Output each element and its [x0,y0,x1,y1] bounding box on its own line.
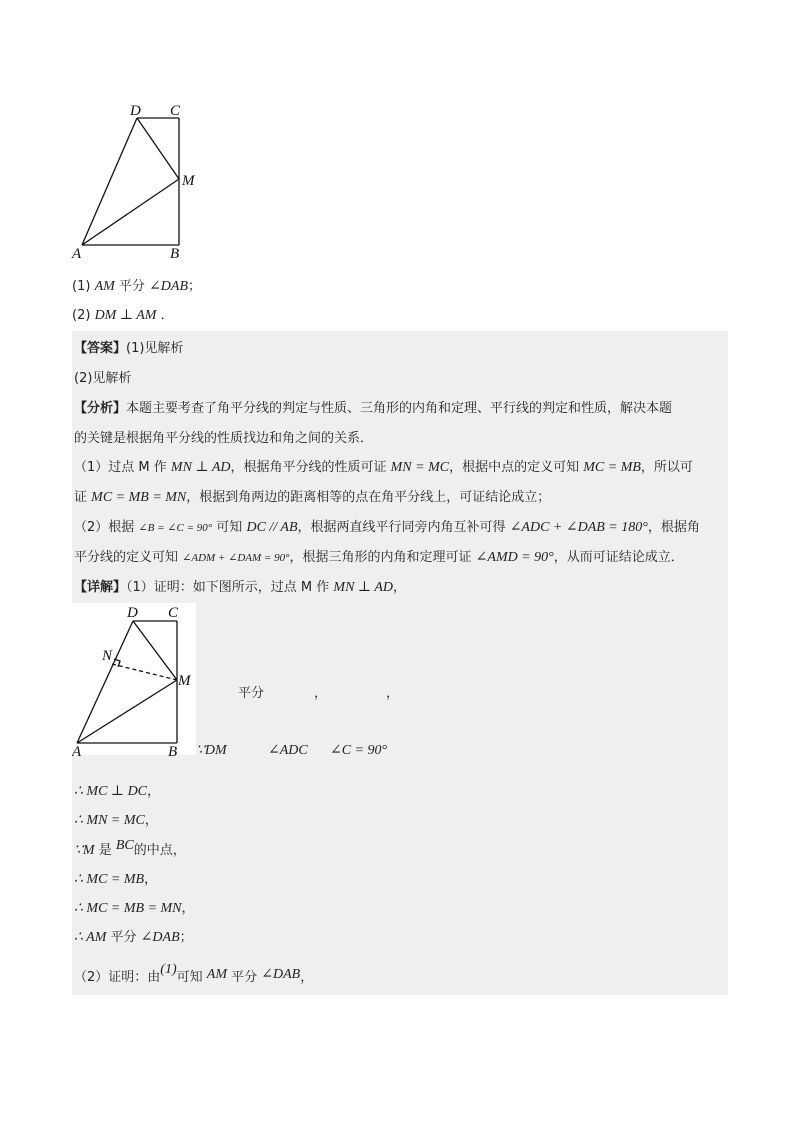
analysis-p2-expr-3: ∠ADC + ∠DAB = 180° [509,520,648,535]
step6-pre: ∴ AM [74,930,107,945]
q2-number: (2) [72,308,91,323]
answer-line-2 [74,367,131,386]
part2-angle: ∠DAB [261,967,301,982]
step4-end: ， [144,872,158,887]
analysis-line-1 [74,397,672,416]
step3-end: 的中点， [133,843,186,858]
analysis-p1b-expr: MC = MB = MN [91,490,187,505]
q2-end: ． [160,308,174,323]
label-d-2: D [127,605,138,621]
analysis-p1-line-1 [74,456,693,476]
detail-part-2 [74,962,314,986]
part2-pre: （2）证明：由 [74,970,161,985]
step4-expr: ∴ MC = MB [74,872,145,887]
analysis-p1-expr-3: MC = MB [583,460,641,475]
label-c: C [170,103,181,119]
analysis-p2-end: ，根据角 [647,520,700,535]
analysis-p2-line-1 [74,516,700,536]
detail-step-5 [74,897,195,917]
detail-step-1 [74,780,160,800]
detail-intro: （1）证明：如下图所示，过点 M 作 [126,580,330,595]
step1-end: ， [147,784,161,799]
step6-mid: 平分 [110,930,137,945]
part2-ref: (1) [160,962,177,977]
analysis-p1-line-2 [74,486,550,506]
step3-bc: BC [115,838,134,853]
analysis-p2b-pre: 平分线的定义可知 [74,550,179,565]
answer-line-1 [74,337,183,356]
step6-angle: ∠DAB [140,930,180,945]
question-1 [72,275,201,295]
answer-1: (1)见解析 [126,341,184,356]
detail-because-dm: ∵DM [196,743,227,758]
q1-angle: ∠DAB [149,279,189,294]
answer-tag: 【答案】 [74,341,127,356]
step1-expr: ∴ MC ⊥ DC [74,784,148,799]
label-m: M [182,173,195,189]
detail-step-4 [74,868,157,888]
analysis-tag: 【分析】 [74,401,127,416]
analysis-p2-mid-1: 可知 [216,520,243,535]
detail-frag-comma-2: ， [386,686,400,701]
q2-expr: DM ⊥ AM [94,308,157,323]
part2-end: ， [300,970,314,985]
analysis-p2b-expr-2: ∠AMD = 90° [475,550,554,565]
analysis-p2-expr-1: ∠B = ∠C = 90° [138,522,213,534]
part2-text: 平分 [231,970,258,985]
analysis-p1-expr-1: MN ⊥ AD [170,460,231,475]
analysis-p2-line-2 [74,546,684,566]
label-b: B [170,246,180,262]
label-a: A [72,246,82,262]
q1-text: 平分 [118,279,145,294]
detail-tag: 【详解】 [74,580,127,595]
analysis-p1-expr-2: MN = MC [390,460,450,475]
step5-expr: ∴ MC = MB = MN [74,901,182,916]
figure2-lines [77,621,177,743]
step3-mid: 是 [98,843,112,858]
step3-pre: ∵M [74,843,95,858]
label-b-2: B [168,744,178,760]
analysis-p1b-end: ，根据到角两边的距离相等的点在角平分线上，可证结论成立； [186,490,551,505]
analysis-line-2 [74,427,373,446]
q1-expr: AM [94,279,115,294]
detail-frag-comma-1: ， [314,686,328,701]
step6-end: ； [179,930,193,945]
detail-step-6 [74,926,193,946]
analysis-p2-mid-2: ，根据两直线平行同旁内角互补可得 [297,520,506,535]
q1-end: ； [188,279,202,294]
question-2 [72,304,174,324]
label-d: D [130,103,141,119]
figure1-lines [82,118,179,245]
analysis-p2-pre: （2）根据 [74,520,135,535]
label-m-2: M [178,673,191,689]
part2-am: AM [206,967,227,982]
label-c-2: C [168,605,179,621]
detail-step-3 [74,839,186,859]
analysis-text-2: 的关键是根据角平分线的性质找边和角之间的关系． [74,431,374,446]
detail-angle-adc: ∠ADC [268,743,308,758]
analysis-p2b-expr-1: ∠ADM + ∠DAM = 90° [182,552,290,564]
analysis-p2b-end: ，从而可证结论成立． [553,550,684,565]
label-a-2: A [72,744,82,760]
detail-angle-c: ∠C = 90° [330,743,388,758]
analysis-p2b-mid: ，根据三角形的内角和定理可证 [289,550,472,565]
analysis-p1-end: ，所以可 [640,460,693,475]
detail-intro-line [74,576,406,596]
detail-step-2 [74,809,158,829]
figure-trapezoid-2 [72,600,202,760]
detail-frag-pingfen: 平分 [238,686,265,701]
analysis-p1b-pre: 证 [74,490,88,505]
step5-end: ， [181,901,195,916]
step2-end: ， [144,813,158,828]
detail-intro-end: ， [393,580,407,595]
analysis-p1-mid-2: ，根据中点的定义可知 [449,460,580,475]
analysis-p2-expr-2: DC // AB [246,520,298,535]
figure-trapezoid-1 [70,95,210,265]
label-n-2: N [102,648,113,664]
step2-expr: ∴ MN = MC [74,813,145,828]
detail-intro-expr: MN ⊥ AD [333,580,393,595]
analysis-p1-mid-1: ，根据角平分线的性质可证 [230,460,387,475]
analysis-p1-pre: （1）过点 M 作 [74,460,167,475]
answer-2: (2)见解析 [74,371,132,386]
analysis-text-1: 本题主要考查了角平分线的判定与性质、三角形的内角和定理、平行线的判定和性质，解决本题 [126,401,673,416]
q1-number: (1) [72,279,91,294]
part2-mid: 可知 [176,970,203,985]
